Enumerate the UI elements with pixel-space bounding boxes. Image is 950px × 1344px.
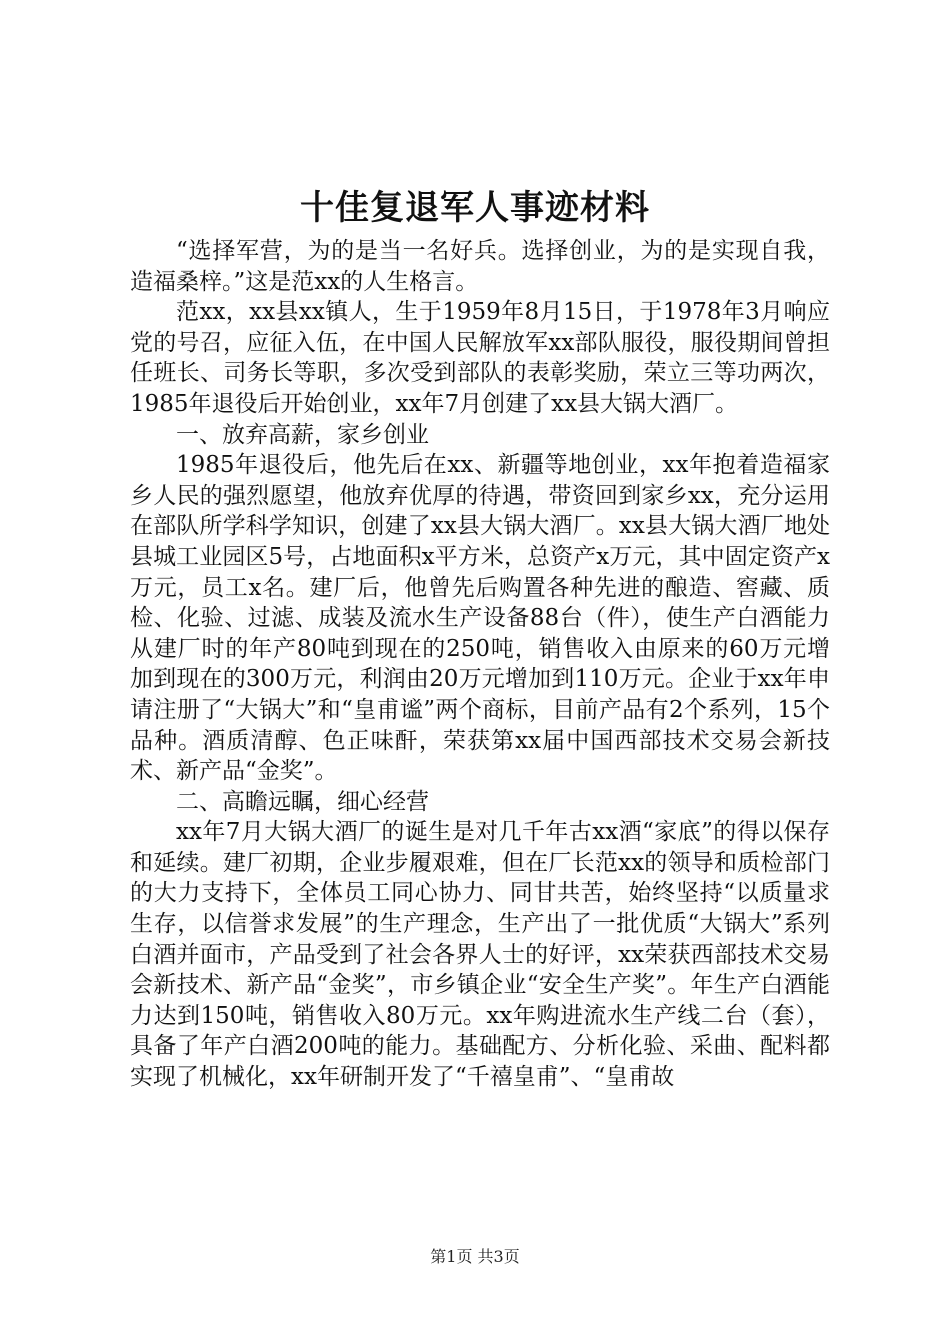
section-heading-2: 二、高瞻远瞩，细心经营: [176, 788, 429, 815]
document-body: [130, 236, 830, 1093]
paragraph-operations: xx年7月大锅大酒厂的诞生是对几千年古xx酒“家底”的得以保存和延续。建厂初期，企业步履艰难，但在厂长范xx的领导和质检部门的大力支持下，全体员工同心协力、同甘共苦，始终坚持“以质量求生存，以信誉求发展”的生产理念，生产出了一批优质“大锅大”系列白酒并面市，产品受到了社会各界人士的好评，xx荣获西部技术交易会新技术、新产品“金奖”，市乡镇企业“安全生产奖”。年生产白酒能力达到150吨，销售收入80万元。xx年购进流水生产线二台（套），具备了年产白酒200吨的能力。基础配方、分析化验、采曲、配料都实现了机械化，xx年研制开发了“千禧皇甫”、“皇甫故: [130, 819, 830, 1091]
document-title: 十佳复退军人事迹材料: [300, 188, 650, 228]
paragraph-biography: 范xx，xx县xx镇人，生于1959年8月15日，于1978年3月响应党的号召，应征入伍，在中国人民解放军xx部队服役，服役期间曾担任班长、司务长等职，多次受到部队的表彰奖励，荣立三等功两次，1985年退役后开始创业，xx年7月创建了xx县大锅大酒厂。: [130, 299, 830, 417]
paragraph-entrepreneurship: 1985年退役后，他先后在xx、新疆等地创业，xx年抱着造福家乡人民的强烈愿望，他放弃优厚的待遇，带资回到家乡xx，充分运用在部队所学科学知识，创建了xx县大锅大酒厂。xx县大锅大酒厂地处县城工业园区5号，占地面积x平方米，总资产x万元，其中固定资产x万元，员工x名。建厂后，他曾先后购置各种先进的酿造、窖藏、质检、化验、过滤、成装及流水生产设备88台（件），使生产白酒能力从建厂时的年产80吨到现在的250吨，销售收入由原来的60万元增加到现在的300万元，利润由20万元增加到110万元。企业于xx年申请注册了“大锅大”和“皇甫谧”两个商标，目前产品有2个系列，15个品种。酒质清醇、色正味酐，荣获第xx届中国西部技术交易会新技术、新产品“金奖”。: [130, 452, 830, 785]
section-heading-1: 一、放弃高薪，家乡创业: [176, 421, 429, 448]
page-footer: 第1页 共3页: [430, 1247, 520, 1266]
paragraph-motto: “选择军营，为的是当一名好兵。选择创业，为的是实现自我，造福桑梓。”这是范xx的人生格言。: [130, 238, 830, 295]
